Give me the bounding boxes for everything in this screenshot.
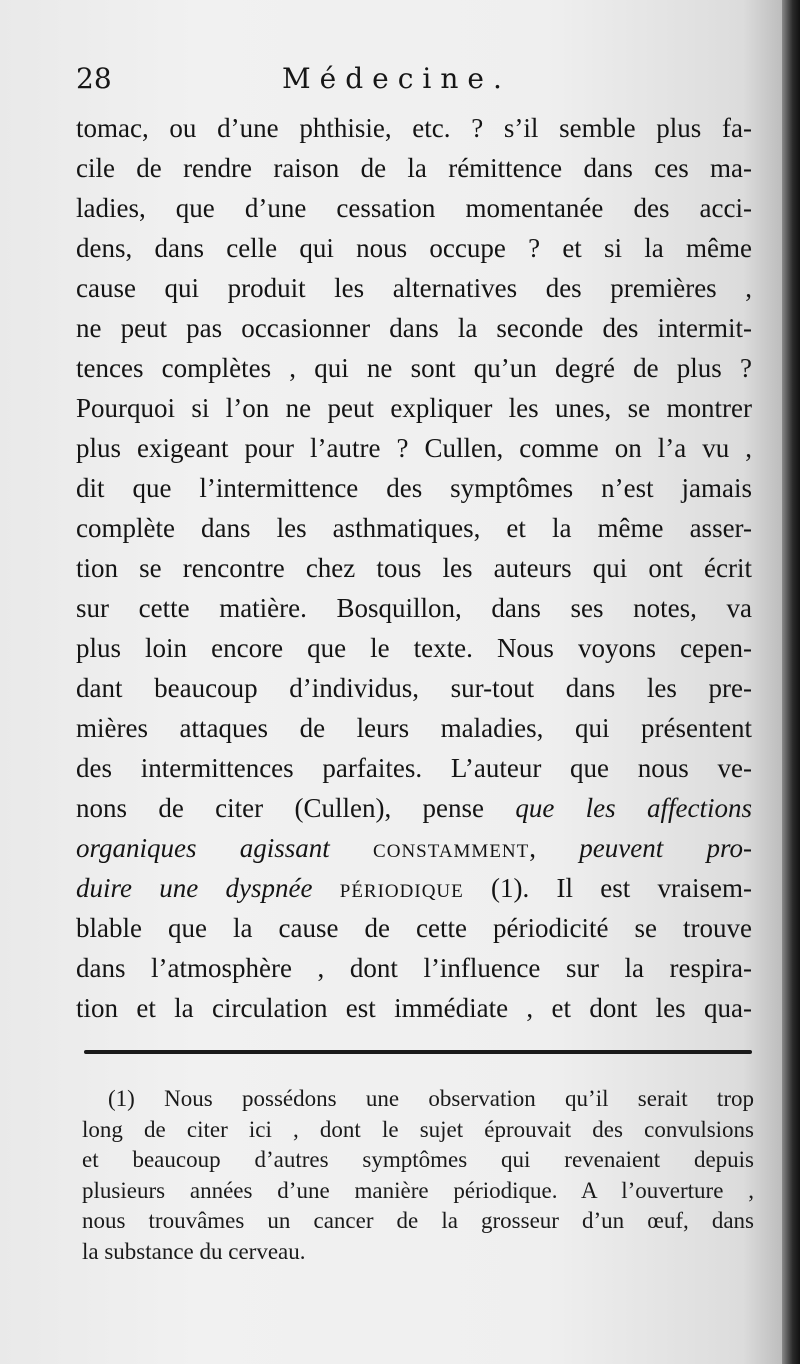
- text-line: Pourquoi si l’on ne peut expliquer les unes, se montrer: [76, 393, 752, 423]
- text-line: dit que l’intermittence des symptômes n’est jamais: [76, 473, 752, 503]
- footnote-line: la substance du cerveau.: [82, 1238, 306, 1264]
- book-binding-edge: [782, 0, 800, 1364]
- text-line: [76, 788, 752, 828]
- line-small-caps: périodique: [339, 873, 464, 903]
- body-text: [76, 108, 752, 1028]
- line-italic: peuvent pro-: [579, 833, 752, 863]
- running-head: Médecine.: [282, 62, 511, 95]
- page-number: 28: [76, 62, 112, 95]
- footnote-rule: [84, 1050, 752, 1054]
- footnote-line: plusieurs années d’une manière périodique. A l’ouverture ,: [82, 1177, 754, 1203]
- line-italic: organiques agissant: [76, 833, 374, 863]
- footnote-line: et beaucoup d’autres symptômes qui revenaient depuis: [82, 1147, 754, 1172]
- line-italic: duire une dyspnée: [76, 873, 340, 903]
- text-line: ne peut pas occasionner dans la seconde des intermit-: [76, 313, 752, 343]
- text-line: [76, 868, 752, 908]
- footnote-line: long de citer ici , dont le sujet éprouvait des convulsions: [82, 1116, 754, 1142]
- text-line: dant beaucoup d’individus, sur-tout dans les pre-: [76, 673, 752, 703]
- text-line: tion et la circulation est immédiate , et dont les qua-: [76, 993, 752, 1023]
- text-line: ladies, que d’une cessation momentanée des acci-: [76, 193, 752, 223]
- text-line: blable que la cause de cette périodicité se trouve: [76, 913, 752, 943]
- text-line: sur cette matière. Bosquillon, dans ses notes, va: [76, 593, 752, 623]
- line-roman: nons de citer (Cullen), pense: [76, 793, 516, 823]
- page-header: [76, 62, 756, 102]
- text-line: tion se rencontre chez tous les auteurs qui ont écrit: [76, 553, 752, 583]
- text-line: tomac, ou d’une phthisie, etc. ? s’il semble plus fa-: [76, 113, 752, 143]
- line-roman: ,: [529, 833, 580, 863]
- line-roman: (1). Il est vraisem-: [463, 873, 752, 903]
- text-line: cile de rendre raison de la rémittence dans ces ma-: [76, 153, 752, 183]
- text-line: [76, 828, 752, 868]
- text-line: tences complètes , qui ne sont qu’un degré de plus ?: [76, 353, 752, 383]
- text-line: plus loin encore que le texte. Nous voyons cepen-: [76, 633, 752, 663]
- line-small-caps: constamment: [373, 833, 530, 863]
- text-line: dans l’atmosphère , dont l’influence sur la respira-: [76, 953, 752, 983]
- text-line: plus exigeant pour l’autre ? Cullen, comme on l’a vu ,: [76, 433, 752, 463]
- footnote-line: nous trouvâmes un cancer de la grosseur d’un œuf, dans: [82, 1208, 754, 1233]
- footnote-line: (1) Nous possédons une observation qu’il serait trop: [108, 1086, 754, 1111]
- text-line: mières attaques de leurs maladies, qui présentent: [76, 713, 752, 743]
- text-line: complète dans les asthmatiques, et la même asser-: [76, 513, 752, 543]
- text-line: dens, dans celle qui nous occupe ? et si la même: [76, 233, 752, 263]
- text-line: cause qui produit les alternatives des premières ,: [76, 273, 752, 303]
- line-italic: que les affections: [515, 793, 752, 823]
- footnote: [82, 1084, 754, 1267]
- text-line: des intermittences parfaites. L’auteur que nous ve-: [76, 753, 752, 783]
